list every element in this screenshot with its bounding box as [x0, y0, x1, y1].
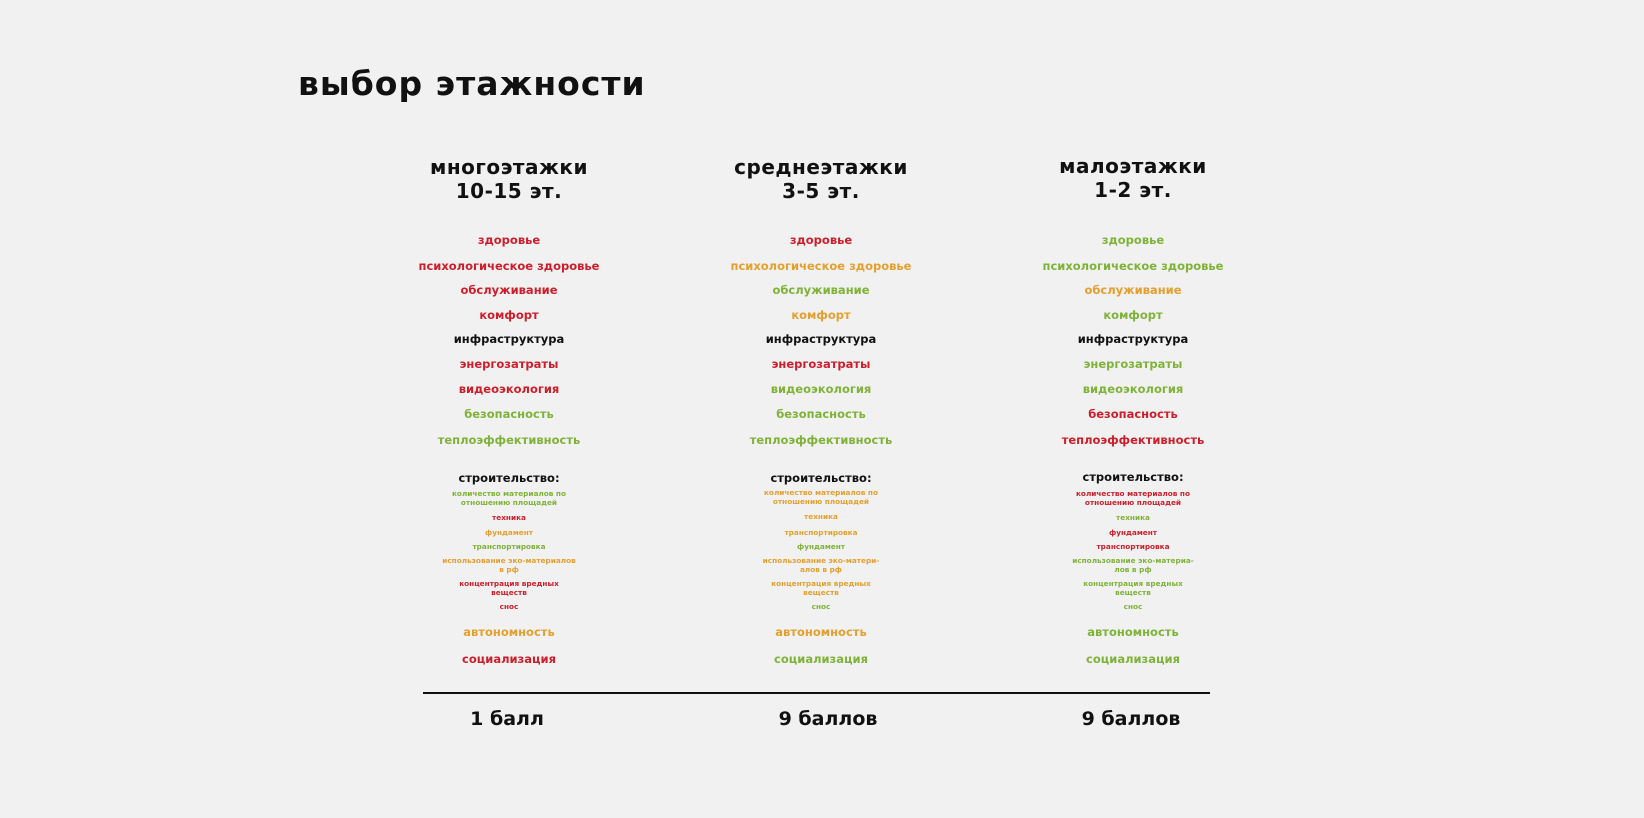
criterion: теплоэффективность: [749, 433, 893, 447]
criterion: видеоэкология: [458, 382, 560, 396]
construction-item: транспортировка: [472, 542, 546, 551]
criterion: безопасность: [464, 407, 554, 421]
criterion: энергозатраты: [459, 357, 559, 371]
criterion: безопасность: [1088, 407, 1178, 421]
construction-item: количество материалов по отношению площадей: [451, 489, 566, 507]
criterion: здоровье: [789, 233, 853, 247]
column-heading-floors: 1-2 эт.: [1094, 178, 1172, 202]
construction-item: снос: [499, 602, 519, 611]
construction-heading: строительство:: [458, 471, 560, 485]
construction-item: снос: [811, 602, 831, 611]
criterion: психологическое здоровье: [1042, 259, 1224, 273]
divider-line: [423, 692, 1210, 694]
construction-item: снос: [1123, 602, 1143, 611]
construction-item: техника: [804, 512, 838, 521]
column-heading: [1033, 154, 1233, 202]
criterion: комфорт: [479, 308, 539, 322]
criterion: психологическое здоровье: [418, 259, 600, 273]
criterion: обслуживание: [460, 283, 558, 297]
construction-item: количество материалов по отношению площадей: [1075, 489, 1190, 507]
construction-item: концентрация вредных веществ: [1083, 579, 1183, 597]
construction-item: использование эко-материа- лов в рф: [1072, 556, 1194, 574]
score-high-rise: 1 балл: [470, 708, 544, 730]
criterion: обслуживание: [1084, 283, 1182, 297]
construction-item: фундамент: [796, 542, 846, 551]
page-title: выбор этажности: [298, 64, 646, 103]
construction-item: использование эко-матери- алов в рф: [762, 556, 880, 574]
criterion: социализация: [1086, 652, 1180, 666]
construction-item: использование эко-материалов в рф: [442, 556, 576, 574]
criterion: автономность: [463, 625, 555, 639]
column-heading: [721, 155, 921, 203]
criterion: видеоэкология: [1082, 382, 1184, 396]
criterion: комфорт: [791, 308, 851, 322]
criterion: автономность: [1087, 625, 1179, 639]
criterion: теплоэффективность: [437, 433, 581, 447]
score-low-rise: 9 баллов: [1081, 708, 1181, 730]
column-heading-type: многоэтажки: [429, 155, 589, 179]
construction-item: концентрация вредных веществ: [459, 579, 559, 597]
criterion: видеоэкология: [770, 382, 872, 396]
column-heading-type: среднеэтажки: [734, 155, 908, 179]
construction-item: техника: [492, 513, 526, 522]
criterion: безопасность: [776, 407, 866, 421]
criterion: инфраструктура: [1077, 332, 1189, 346]
criterion: инфраструктура: [453, 332, 565, 346]
criterion: социализация: [774, 652, 868, 666]
criterion: психологическое здоровье: [730, 259, 912, 273]
construction-item: техника: [1116, 513, 1150, 522]
criterion: теплоэффективность: [1061, 433, 1205, 447]
construction-item: фундамент: [484, 528, 534, 537]
criterion: комфорт: [1103, 308, 1163, 322]
criterion: энергозатраты: [1083, 357, 1183, 371]
construction-item: количество материалов по отношению площадей: [763, 488, 878, 506]
column-heading-type: малоэтажки: [1059, 154, 1207, 178]
criterion: здоровье: [1101, 233, 1165, 247]
score-mid-rise: 9 баллов: [778, 708, 878, 730]
column-heading-floors: 10-15 эт.: [455, 179, 563, 203]
criterion: энергозатраты: [771, 357, 871, 371]
construction-item: транспортировка: [784, 528, 858, 537]
construction-item: фундамент: [1108, 528, 1158, 537]
construction-heading: строительство:: [770, 471, 872, 485]
criterion: инфраструктура: [765, 332, 877, 346]
construction-item: транспортировка: [1096, 542, 1170, 551]
criterion: обслуживание: [772, 283, 870, 297]
criterion: социализация: [462, 652, 556, 666]
criterion: здоровье: [477, 233, 541, 247]
construction-item: концентрация вредных веществ: [771, 579, 871, 597]
column-heading: [409, 155, 609, 203]
criterion: автономность: [775, 625, 867, 639]
construction-heading: строительство:: [1082, 470, 1184, 484]
column-heading-floors: 3-5 эт.: [782, 179, 860, 203]
